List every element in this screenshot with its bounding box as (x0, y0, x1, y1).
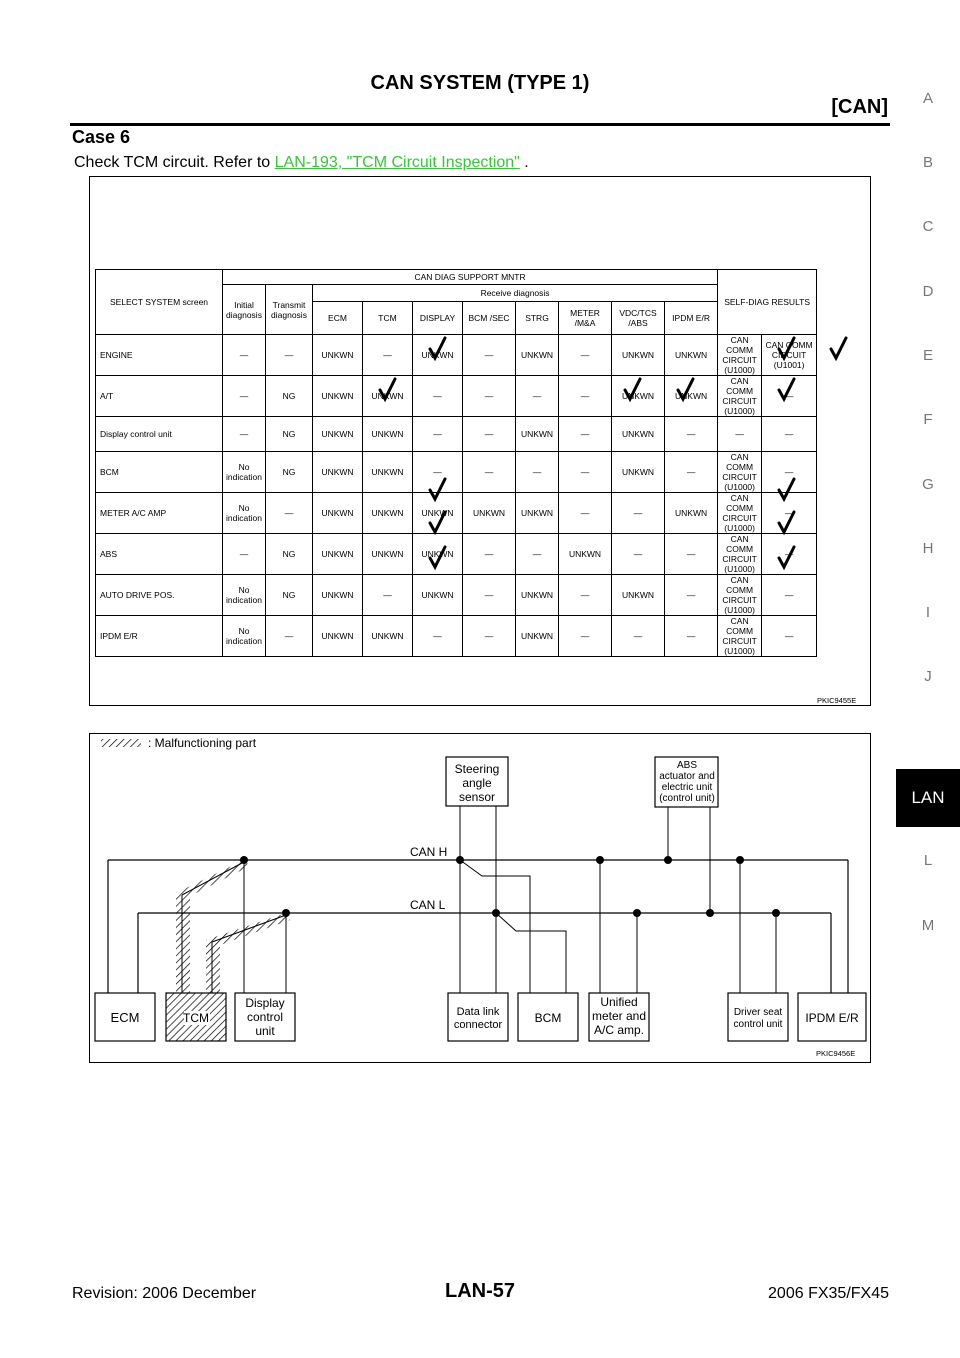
junction-dot (772, 909, 780, 917)
transmit-diagnosis-header: Transmit diagnosis (266, 285, 313, 335)
receive-diagnosis-cell: — (463, 452, 516, 493)
footer-revision: Revision: 2006 December (72, 1285, 257, 1302)
receive-diagnosis-cell: UNKWN (363, 534, 413, 575)
can-l-label: CAN L (410, 898, 446, 912)
self-diag-header: SELF-DIAG RESULTS (718, 270, 817, 335)
meter-label-3: A/C amp. (593, 1023, 645, 1037)
receive-diagnosis-cell: UNKWN (612, 452, 665, 493)
can-h-label: CAN H (410, 845, 448, 859)
dlc-bcm-h-wire (460, 860, 530, 993)
receive-diagnosis-cell: UNKWN (516, 335, 559, 376)
receive-diagnosis-cell: — (516, 376, 559, 417)
receive-diagnosis-cell: UNKWN (559, 534, 612, 575)
index-a[interactable]: A (922, 90, 933, 107)
receive-diagnosis-cell: UNKWN (313, 335, 363, 376)
receive-diagnosis-cell: UNKWN (313, 575, 363, 616)
self-diag-cell: CAN COMM CIRCUIT (U1000) (718, 616, 762, 657)
self-diag-cell: CAN COMM CIRCUIT (U1000) (718, 376, 762, 417)
receive-diagnosis-cell: — (559, 616, 612, 657)
receive-diagnosis-cell: UNKWN (516, 616, 559, 657)
initial-diagnosis-cell: No indication (223, 616, 266, 657)
receive-diagnosis-cell: UNKWN (665, 376, 718, 417)
receive-diagnosis-cell: UNKWN (612, 376, 665, 417)
receive-diagnosis-cell: — (413, 616, 463, 657)
steering-label-3: sensor (458, 790, 496, 804)
system-name-cell: ENGINE (96, 335, 223, 376)
col-tcm: TCM (363, 302, 413, 335)
receive-diagnosis-cell: — (463, 616, 516, 657)
transmit-diagnosis-cell: — (266, 616, 313, 657)
steering-label-2: angle (462, 776, 492, 790)
system-name-cell: A/T (96, 376, 223, 417)
junction-dot (633, 909, 641, 917)
index-m[interactable]: M (921, 917, 935, 934)
transmit-diagnosis-cell: — (266, 493, 313, 534)
system-name-cell: ABS (96, 534, 223, 575)
seat-label-2: control unit (733, 1019, 783, 1030)
junction-dot (596, 856, 604, 864)
select-system-header: SELECT SYSTEM screen (96, 270, 223, 335)
self-diag-cell: CAN COMM CIRCUIT (U1001) (762, 335, 817, 376)
index-l[interactable]: L (923, 852, 933, 869)
legend-hatch-swatch (101, 739, 141, 747)
receive-diagnosis-cell: — (413, 376, 463, 417)
receive-diagnosis-cell: UNKWN (612, 417, 665, 452)
junction-dot (282, 909, 290, 917)
receive-diagnosis-cell: — (559, 575, 612, 616)
receive-diagnosis-cell: UNKWN (313, 376, 363, 417)
wiring-diagram (89, 733, 871, 1063)
legend-text: : Malfunctioning part (148, 736, 257, 750)
receive-diagnosis-cell: UNKWN (665, 335, 718, 376)
system-name-cell: METER A/C AMP (96, 493, 223, 534)
ipdm-label: IPDM E/R (805, 1011, 859, 1025)
check-mark-icon (430, 547, 445, 567)
receive-diagnosis-cell: UNKWN (413, 493, 463, 534)
receive-diagnosis-cell: — (463, 575, 516, 616)
receive-diagnosis-cell: — (665, 417, 718, 452)
display-label-1: Display (245, 996, 285, 1010)
initial-diagnosis-cell: — (223, 534, 266, 575)
dlc-label-2: connector (453, 1019, 503, 1031)
self-diag-cell: CAN COMM CIRCUIT (U1000) (718, 335, 762, 376)
self-diag-cell: — (762, 493, 817, 534)
transmit-diagnosis-cell: NG (266, 575, 313, 616)
receive-diagnosis-cell: UNKWN (413, 534, 463, 575)
check-mark-icon (831, 338, 846, 358)
footer-page-number: LAN-57 (444, 1280, 515, 1302)
receive-diagnosis-cell: — (516, 534, 559, 575)
index-f[interactable]: F (923, 411, 933, 428)
index-i[interactable]: I (925, 604, 931, 621)
abs-label-4: (control unit) (659, 793, 715, 804)
col-strg: STRG (516, 302, 559, 335)
index-lan-active[interactable]: LAN (896, 769, 960, 827)
junction-dot (736, 856, 744, 864)
system-name-cell: Display control unit (96, 417, 223, 452)
check-mark-icon (625, 379, 640, 399)
check-mark-icon (779, 512, 794, 532)
receive-diagnosis-cell: UNKWN (363, 417, 413, 452)
receive-diagnosis-cell: — (559, 493, 612, 534)
initial-diagnosis-cell: — (223, 335, 266, 376)
col-vdc-tcs-abs: VDC/TCS /ABS (612, 302, 665, 335)
self-diag-cell: — (718, 417, 762, 452)
receive-diagnosis-cell: UNKWN (413, 575, 463, 616)
receive-diagnosis-cell: — (665, 534, 718, 575)
initial-diagnosis-cell: No indication (223, 575, 266, 616)
receive-diagnosis-cell: — (413, 452, 463, 493)
receive-diagnosis-cell: UNKWN (363, 452, 413, 493)
figure-code-table: PKIC9455E (817, 696, 857, 705)
receive-diagnosis-cell: — (363, 335, 413, 376)
receive-diagnosis-cell: UNKWN (612, 575, 665, 616)
support-monitor-header: CAN DIAG SUPPORT MNTR (223, 270, 718, 285)
self-diag-cell: CAN COMM CIRCUIT (U1000) (718, 534, 762, 575)
receive-diagnosis-header: Receive diagnosis (313, 285, 718, 302)
self-diag-cell: — (762, 376, 817, 417)
col-ecm: ECM (313, 302, 363, 335)
self-diag-cell: — (762, 452, 817, 493)
check-mark-icon (779, 479, 794, 499)
system-name-cell: IPDM E/R (96, 616, 223, 657)
receive-diagnosis-cell: UNKWN (313, 534, 363, 575)
index-j[interactable]: J (924, 668, 932, 685)
receive-diagnosis-cell: — (463, 534, 516, 575)
junction-dot (706, 909, 714, 917)
instruction-suffix: . (519, 154, 529, 171)
self-diag-cell: CAN COMM CIRCUIT (U1000) (718, 493, 762, 534)
receive-diagnosis-cell: — (612, 616, 665, 657)
index-e[interactable]: E (922, 347, 933, 364)
check-mark-icon (779, 547, 794, 567)
tcm-l-wire-diag (212, 915, 286, 942)
receive-diagnosis-cell: UNKWN (665, 493, 718, 534)
tcm-h-wire-diag (182, 862, 244, 895)
receive-diagnosis-cell: UNKWN (363, 616, 413, 657)
ecm-label: ECM (110, 1010, 140, 1025)
check-mark-icon (430, 338, 445, 358)
initial-diagnosis-cell: — (223, 376, 266, 417)
receive-diagnosis-cell: UNKWN (413, 335, 463, 376)
index-h[interactable]: H (922, 540, 934, 557)
self-diag-cell: — (762, 616, 817, 657)
self-diag-cell: CAN COMM CIRCUIT (U1000) (718, 452, 762, 493)
receive-diagnosis-cell: — (463, 335, 516, 376)
case-heading: Case 6 (72, 127, 131, 147)
receive-diagnosis-cell: — (559, 335, 612, 376)
check-mark-icon (430, 479, 445, 499)
receive-diagnosis-cell: UNKWN (516, 417, 559, 452)
junction-dot (240, 856, 248, 864)
receive-diagnosis-cell: — (463, 417, 516, 452)
index-b[interactable]: B (922, 154, 933, 171)
self-diag-cell: — (762, 534, 817, 575)
page-title: CAN SYSTEM (TYPE 1) (370, 72, 590, 94)
meter-label-1: Unified (600, 995, 638, 1009)
check-mark-icon (779, 379, 794, 399)
receive-diagnosis-cell: UNKWN (363, 376, 413, 417)
receive-diagnosis-cell: — (363, 575, 413, 616)
system-name-cell: AUTO DRIVE POS. (96, 575, 223, 616)
receive-diagnosis-cell: UNKWN (313, 493, 363, 534)
receive-diagnosis-cell: UNKWN (463, 493, 516, 534)
index-d[interactable]: D (922, 283, 934, 300)
self-diag-cell: — (762, 575, 817, 616)
junction-dot (492, 909, 500, 917)
initial-diagnosis-header: Initial diagnosis (223, 285, 266, 335)
receive-diagnosis-cell: UNKWN (516, 493, 559, 534)
receive-diagnosis-cell: UNKWN (313, 616, 363, 657)
display-label-2: control (246, 1010, 284, 1024)
receive-diagnosis-cell: — (612, 493, 665, 534)
check-mark-icon (380, 379, 395, 399)
receive-diagnosis-cell: — (665, 575, 718, 616)
receive-diagnosis-cell: — (413, 417, 463, 452)
dlc-bcm-l-wire (496, 913, 566, 993)
receive-diagnosis-cell: — (516, 452, 559, 493)
transmit-diagnosis-cell: NG (266, 534, 313, 575)
display-label-3: unit (255, 1024, 275, 1038)
receive-diagnosis-cell: UNKWN (363, 493, 413, 534)
seat-label-1: Driver seat (733, 1007, 783, 1018)
receive-diagnosis-cell: UNKWN (612, 335, 665, 376)
instruction-prefix: Check TCM circuit. Refer to (74, 154, 275, 171)
col-meter: METER /M&A (559, 302, 612, 335)
footer-model: 2006 FX35/FX45 (768, 1285, 889, 1302)
transmit-diagnosis-cell: NG (266, 452, 313, 493)
figure-code-wiring: PKIC9456E (816, 1049, 856, 1058)
meter-label-2: meter and (591, 1009, 647, 1023)
receive-diagnosis-cell: — (612, 534, 665, 575)
junction-dot (664, 856, 672, 864)
index-c[interactable]: C (922, 218, 934, 235)
tcm-inspection-link[interactable]: LAN-193, "TCM Circuit Inspection" (274, 154, 520, 171)
tcm-label: TCM (183, 1011, 209, 1025)
col-ipdm: IPDM E/R (665, 302, 718, 335)
receive-diagnosis-cell: — (559, 417, 612, 452)
abs-label-3: electric unit (661, 782, 713, 793)
self-diag-cell: CAN COMM CIRCUIT (U1000) (718, 575, 762, 616)
receive-diagnosis-cell: — (559, 376, 612, 417)
bcm-label: BCM (534, 1011, 562, 1025)
initial-diagnosis-cell: — (223, 417, 266, 452)
col-bcm-sec: BCM /SEC (463, 302, 516, 335)
check-mark-icon (430, 512, 445, 532)
receive-diagnosis-cell: — (559, 452, 612, 493)
receive-diagnosis-cell: UNKWN (313, 417, 363, 452)
system-name-cell: BCM (96, 452, 223, 493)
receive-diagnosis-cell: UNKWN (516, 575, 559, 616)
junction-dot (456, 856, 464, 864)
abs-label-2: actuator and (659, 771, 715, 782)
initial-diagnosis-cell: No indication (223, 452, 266, 493)
transmit-diagnosis-cell: — (266, 335, 313, 376)
receive-diagnosis-cell: — (665, 452, 718, 493)
section-tag: [CAN] (831, 96, 888, 118)
check-mark-icon (678, 379, 693, 399)
receive-diagnosis-cell: UNKWN (313, 452, 363, 493)
col-display: DISPLAY (413, 302, 463, 335)
receive-diagnosis-cell: — (665, 616, 718, 657)
transmit-diagnosis-cell: NG (266, 376, 313, 417)
initial-diagnosis-cell: No indication (223, 493, 266, 534)
receive-diagnosis-cell: — (463, 376, 516, 417)
index-g[interactable]: G (922, 476, 934, 493)
steering-label-1: Steering (454, 762, 500, 776)
transmit-diagnosis-cell: NG (266, 417, 313, 452)
tcm-can-l-hatch (206, 913, 290, 993)
dlc-label-1: Data link (456, 1006, 500, 1018)
abs-label-1: ABS (676, 760, 698, 771)
self-diag-cell: — (762, 417, 817, 452)
check-mark-icon (779, 338, 794, 358)
